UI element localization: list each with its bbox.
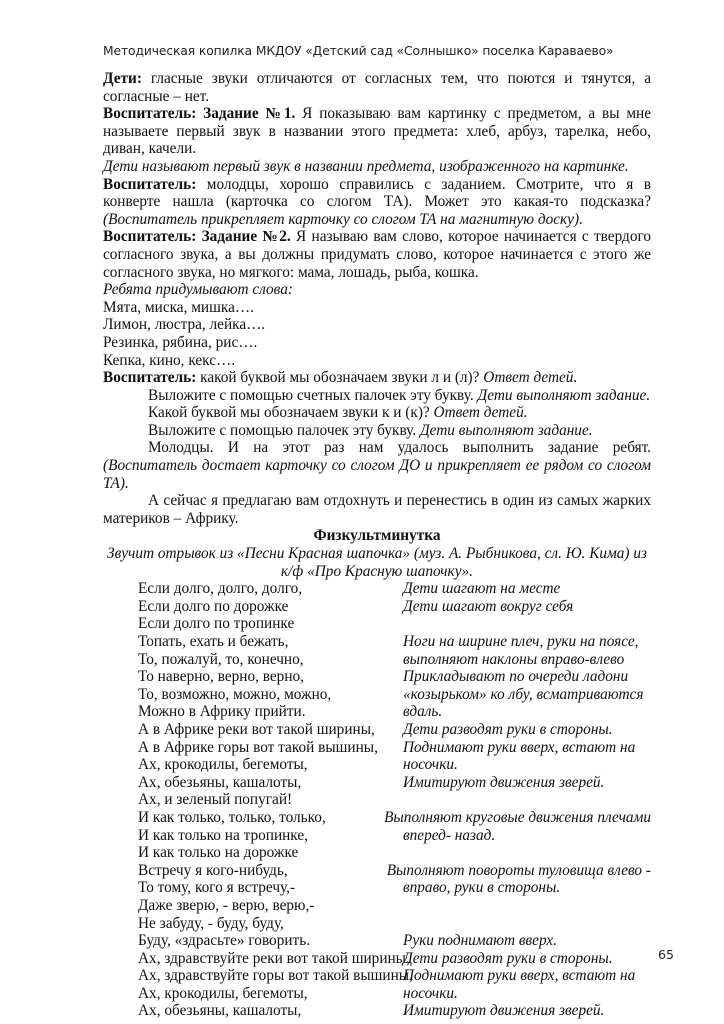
song-action: Дети шагают вокруг себя (403, 597, 574, 615)
song-lyric: Если долго по дорожке (138, 597, 289, 615)
section-subtitle: Звучит отрывок из «Песни Красная шапочка» (муз. А. Рыбникова, сл. Ю. Кима) из к/ф «Про Красную шапочку». (107, 545, 647, 580)
speaker-label: Воспитатель: (103, 369, 197, 387)
song-lyric: Ах, здравствуйте горы вот такой вышины, (138, 967, 413, 985)
stage-direction: Дети называют первый звук в названии предмета, изображенного на картинке. (103, 157, 629, 175)
song-row (103, 721, 651, 739)
song-row (103, 615, 651, 633)
song-lyric: Ах, обезьяны, кашалоты, (138, 1002, 302, 1020)
song-action: Прикладывают по очереди ладони (403, 668, 629, 686)
song-action: «козырьком» ко лбу, всматриваются (403, 685, 644, 703)
song-row (103, 651, 651, 669)
song-row (103, 862, 651, 880)
song-lyric: Если долго по тропинке (138, 615, 295, 633)
song-action: Дети шагают на месте (403, 580, 561, 598)
document-body (103, 70, 651, 1020)
word-list-item: Лимон, люстра, лейка…. (103, 316, 266, 334)
word-list-item: Резинка, рябина, рис…. (103, 333, 258, 351)
song-action: носочки. (403, 756, 458, 774)
song-action: Поднимают руки вверх, встают на (403, 738, 636, 756)
song-row (103, 791, 651, 809)
speaker-label: Дети: (103, 70, 142, 87)
song-row (103, 739, 651, 757)
song-lyric: То наверно, верно, верно, (138, 668, 304, 686)
song-lyric: Буду, «здрасьте» говорить. (138, 932, 311, 950)
song-row (103, 774, 651, 792)
song-row (103, 844, 651, 862)
song-lyric: То, возможно, можно, можно, (138, 685, 332, 703)
song-row (103, 1002, 651, 1020)
song-row (103, 932, 651, 950)
section-title: Физкультминутка (313, 527, 441, 545)
song-action (403, 915, 651, 933)
song-action (403, 844, 651, 862)
song-lyric: И как только на тропинке, (138, 826, 308, 844)
song-lyric: Ах, крокодилы, бегемоты, (138, 756, 308, 774)
paragraph-teacher-question: Воспитатель: какой буквой мы обозначаем звуки л и (л)? Ответ детей. (103, 369, 578, 387)
song-action (403, 897, 651, 915)
song-row (103, 809, 651, 827)
song-row (103, 703, 651, 721)
song-table (103, 580, 651, 1020)
song-lyric: Ах, и зеленый попугай! (138, 791, 293, 809)
song-row (103, 633, 651, 651)
song-lyric: Ах, крокодилы, бегемоты, (138, 984, 308, 1002)
song-lyric: Можно в Африку прийти. (138, 703, 306, 721)
song-lyric: Не забуду, - буду, буду, (138, 914, 284, 932)
song-action: Имитируют движения зверей. (403, 1002, 605, 1020)
speaker-label: Воспитатель: Задание №1. (103, 105, 296, 123)
song-action: вдаль. (403, 703, 443, 721)
paragraph-task-2: Воспитатель: Задание №2. Я называю вам слово, которое начинается с твердого согласного звука, а вы должны придумать слово, которое начинается с этого же согласного звука, но мягкого: мама, лошадь, рыба, кошка. (103, 228, 652, 281)
song-lyric: То, пожалуй, то, конечно, (138, 650, 304, 668)
song-action (403, 791, 651, 809)
song-lyric: Если долго, долго, долго, (138, 580, 303, 598)
song-lyric: И как только, только, только, (138, 808, 326, 826)
paragraph-instruction: Выложите с помощью палочек эту букву. Дети выполняют задание. (148, 421, 593, 439)
song-lyric: Ах, здравствуйте реки вот такой ширины, (138, 949, 410, 967)
paragraph-instruction: Выложите с помощью счетных палочек эту букву. Дети выполняют задание. (148, 386, 651, 404)
word-list-item: Мята, миска, мишка…. (103, 298, 254, 316)
song-action: Выполняют круговые движения плечами (384, 808, 651, 826)
song-row (103, 950, 651, 968)
paragraph-teacher-envelope: Воспитатель: молодцы, хорошо справились с заданием. Смотрите, что я в конверте нашла (карточка со слогом ТА). Может это какая-то подсказка? (Воспитатель прикрепляет карточку со слогом ТА на магнитную доску). (103, 175, 651, 228)
song-row (103, 985, 651, 1003)
speaker-label: Воспитатель: Задание №2. (103, 228, 291, 246)
song-row (103, 580, 651, 598)
song-row (103, 668, 651, 686)
song-lyric: А в Африке реки вот такой ширины, (138, 720, 375, 738)
paragraph-africa: А сейчас я предлагаю вам отдохнуть и перенестись в один из самых жарких материков – Африку. (103, 492, 651, 527)
word-list-item: Кепка, кино, кекс…. (103, 351, 236, 369)
song-action: Дети разводят руки в стороны. (403, 720, 613, 738)
song-row (103, 897, 651, 915)
song-action (403, 615, 651, 633)
song-lyric: А в Африке горы вот такой вышины, (138, 738, 378, 756)
song-row (103, 598, 651, 616)
song-row (103, 686, 651, 704)
stage-direction: Ребята придумывают слова: (103, 281, 293, 299)
song-action: Выполняют повороты туловища влево - (386, 861, 651, 879)
song-row (103, 756, 651, 774)
song-action: Ноги на ширине плеч, руки на поясе, (403, 633, 639, 650)
song-action: Поднимают руки вверх, встают на (403, 967, 636, 985)
page-header: Методическая копилка МКДОУ «Детский сад «Солнышко» поселка Караваево» (103, 44, 614, 58)
song-action: вперед- назад. (403, 826, 496, 844)
paragraph-praise: Молодцы. И на этот раз нам удалось выполнить задание ребят. (Воспитатель достает карточку со слогом ДО и прикрепляет ее рядом со слогом ТА). (103, 439, 651, 492)
song-lyric: То тому, кого я встречу,- (138, 879, 296, 897)
song-lyric: И как только на дорожке (138, 844, 299, 862)
song-action: вправо, руки в стороны. (403, 879, 561, 897)
song-row (103, 879, 651, 897)
song-action: носочки. (403, 984, 458, 1002)
song-row (103, 915, 651, 933)
page-number: 65 (658, 947, 674, 962)
song-action: Руки поднимают вверх. (403, 932, 557, 950)
song-action: Дети разводят руки в стороны. (403, 949, 613, 967)
song-row (103, 967, 651, 985)
song-lyric: Встречу я кого-нибудь, (138, 861, 288, 879)
song-lyric: Топать, ехать и бежать, (138, 633, 289, 650)
paragraph-instruction: Какой буквой мы обозначаем звуки к и (к)? Ответ детей. (148, 404, 528, 422)
song-row (103, 827, 651, 845)
song-action: выполняют наклоны вправо-влево (403, 650, 625, 668)
song-lyric: Даже зверю, - верю, верю,- (138, 896, 315, 914)
song-lyric: Ах, обезьяны, кашалоты, (138, 773, 302, 791)
paragraph-children-answer: Дети: гласные звуки отличаются от согласных тем, что поются и тянутся, а согласные – нет. (103, 70, 651, 105)
song-action: Имитируют движения зверей. (403, 773, 605, 791)
speaker-label: Воспитатель: (103, 175, 197, 193)
paragraph-task-1: Воспитатель: Задание №1. Я показываю вам картинку с предметом, а вы мне называете первый звук в названии этого предмета: хлеб, арбуз, тарелка, небо, диван, качели. (103, 105, 651, 158)
